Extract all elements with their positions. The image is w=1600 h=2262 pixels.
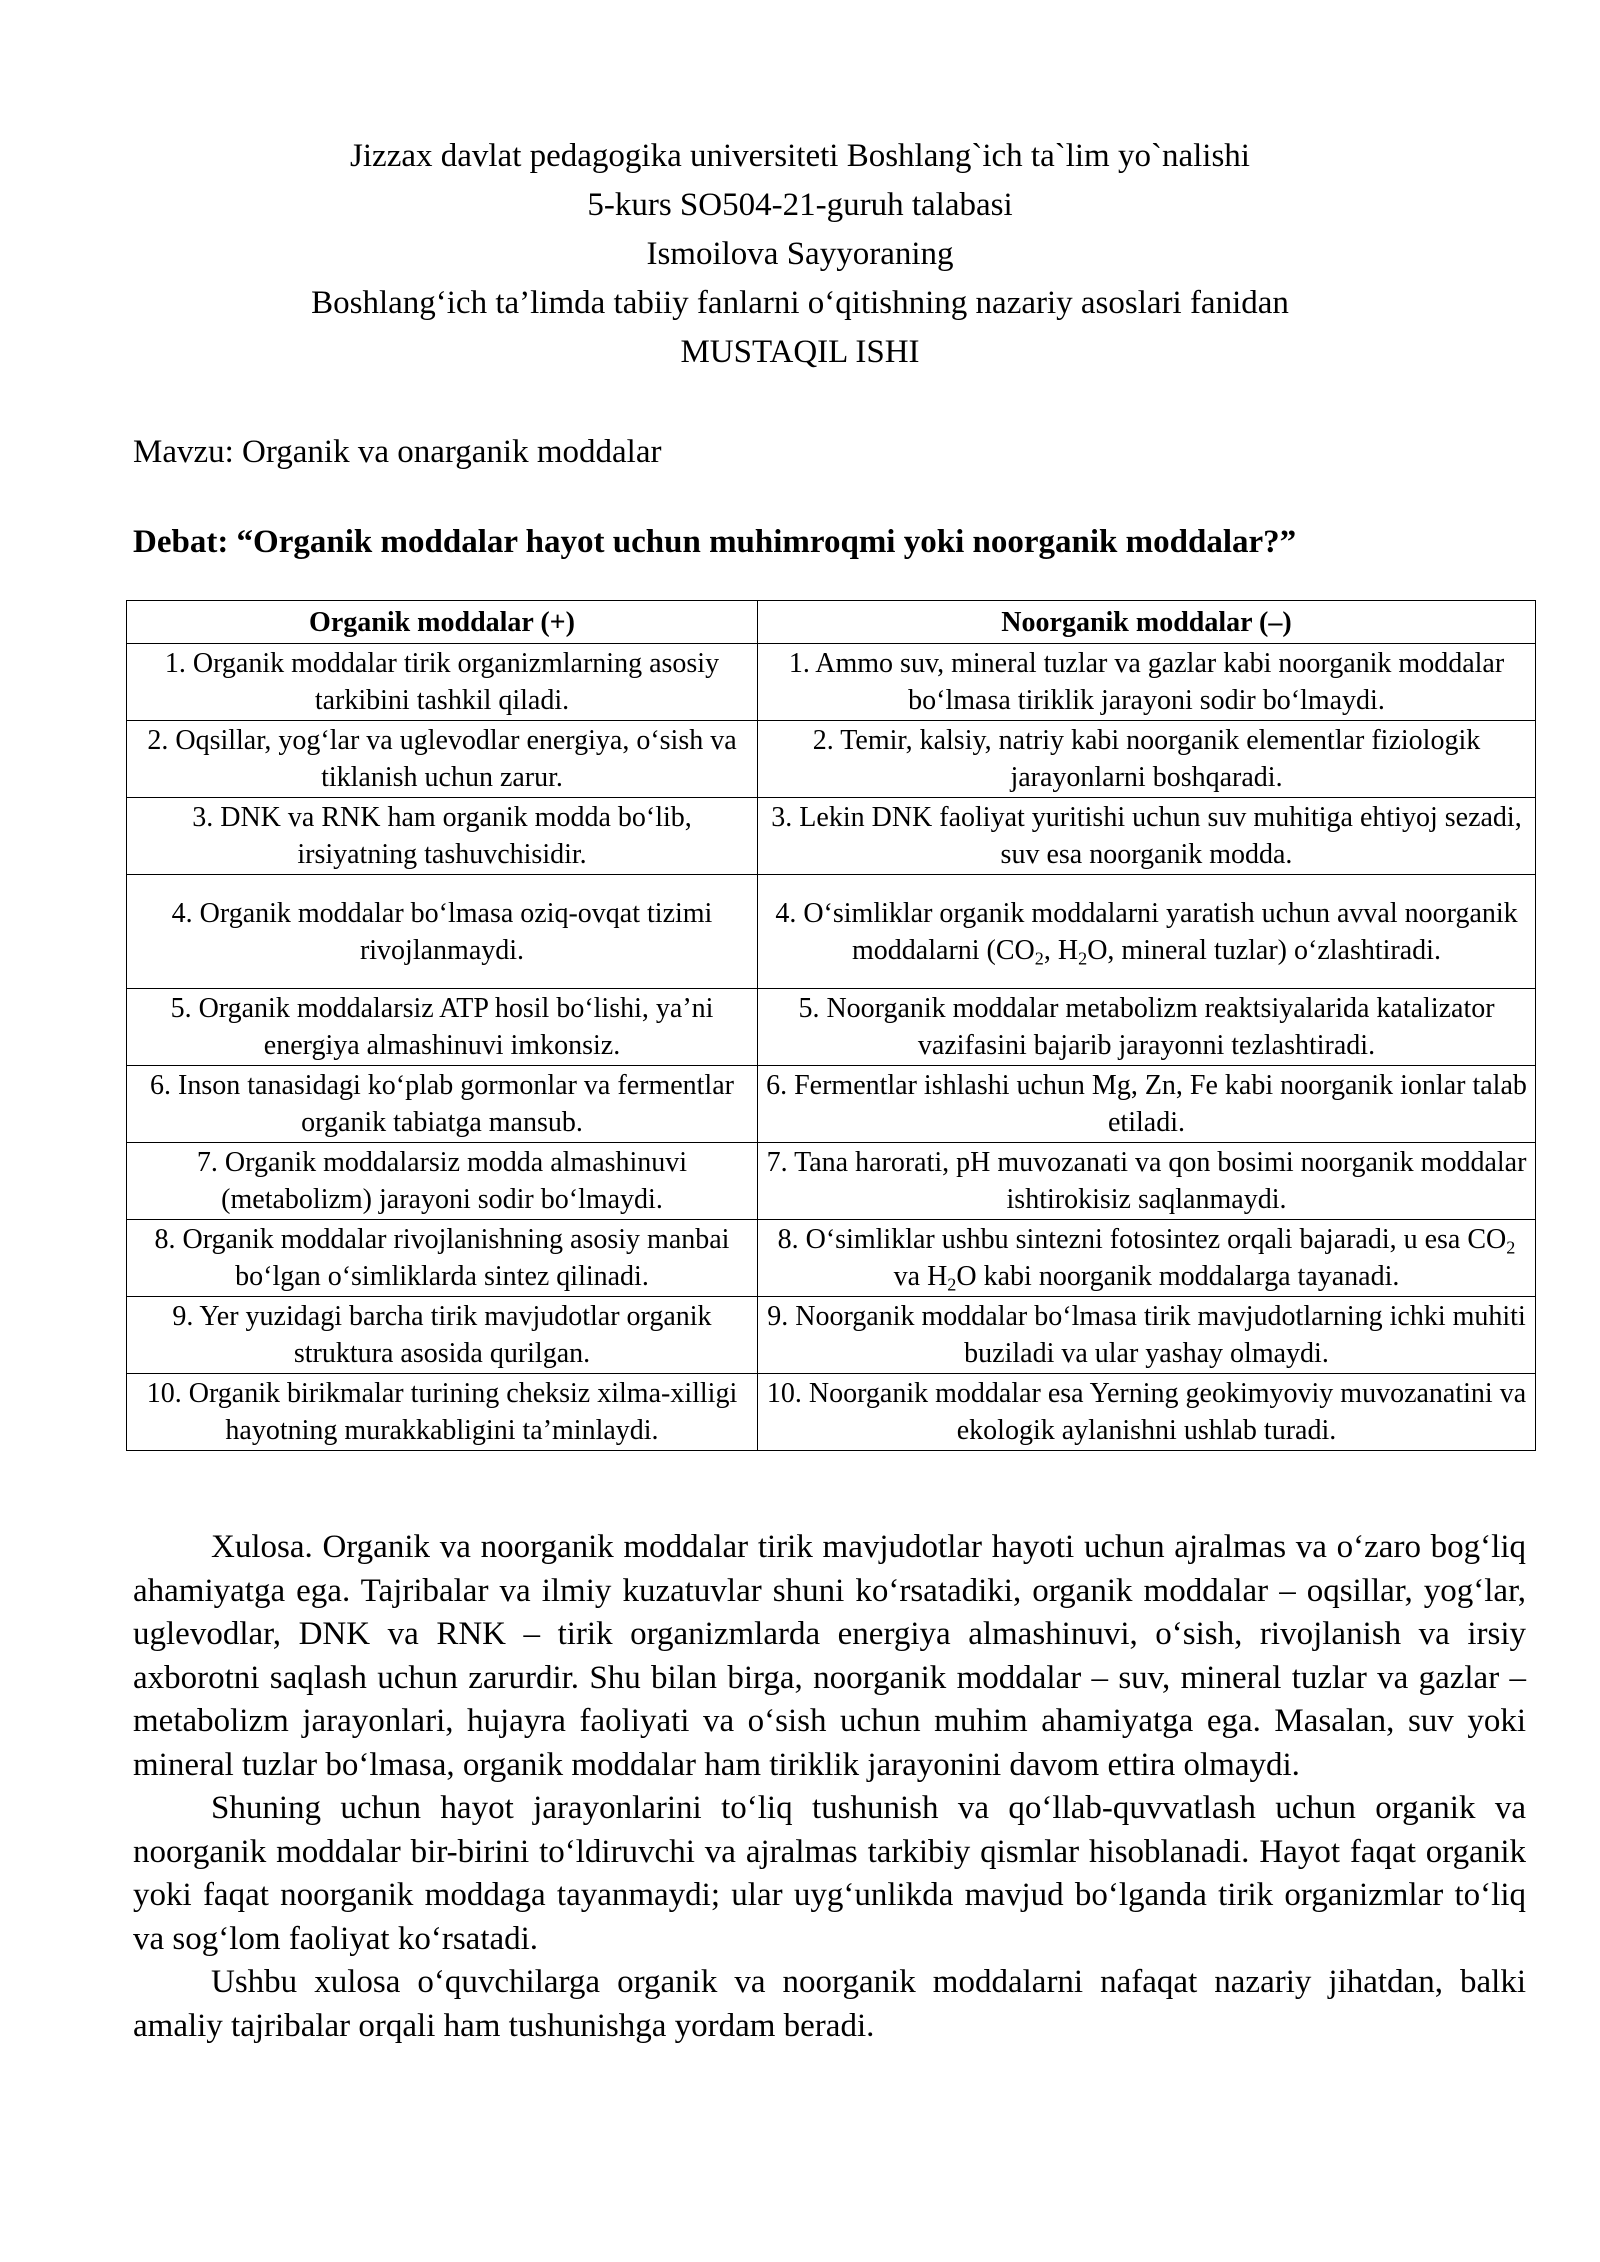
organic-cell: 10. Organik birikmalar turining cheksiz xilma-xilligi hayotning murakkabligini ta’minlaydi.	[127, 1374, 758, 1451]
subject-line: Boshlang‘ich ta’limda tabiiy fanlarni o‘qitishning nazariy asoslari fanidan	[311, 285, 1289, 321]
university-line: Jizzax davlat pedagogika universiteti Boshlang`ich ta`lim yo`nalishi	[350, 138, 1250, 174]
inorganic-column-header: Noorganik moddalar (–)	[758, 601, 1536, 644]
formula-text-a: 4. O‘simliklar organik moddalarni yaratish uchun avval noorganik moddalarni (CO	[775, 897, 1518, 966]
organic-cell: 4. Organik moddalar bo‘lmasa oziq-ovqat tizimi rivojlanmaydi.	[127, 875, 758, 989]
debate-heading: Debat: “Organik moddalar hayot uchun muhimroqmi yoki noorganik moddalar?”	[133, 524, 1297, 560]
table-row	[127, 1220, 1536, 1297]
organic-cell: 3. DNK va RNK ham organik modda bo‘lib, irsiyatning tashuvchisidir.	[127, 798, 758, 875]
inorganic-cell: 3. Lekin DNK faoliyat yuritishi uchun suv muhitiga ehtiyoj sezadi, suv esa noorganik modda.	[758, 798, 1536, 875]
table-row	[127, 1297, 1536, 1374]
organic-cell: 1. Organik moddalar tirik organizmlarning asosiy tarkibini tashkil qiladi.	[127, 644, 758, 721]
table-row	[127, 875, 1536, 989]
organic-cell: 9. Yer yuzidagi barcha tirik mavjudotlar organik struktura asosida qurilgan.	[127, 1297, 758, 1374]
subscript: 2	[947, 1274, 957, 1295]
inorganic-cell: 2. Temir, kalsiy, natriy kabi noorganik elementlar fiziologik jarayonlarni boshqaradi.	[758, 721, 1536, 798]
table-row	[127, 721, 1536, 798]
comparison-table	[126, 600, 1536, 1451]
table-header-row	[127, 601, 1536, 644]
topic-line: Mavzu: Organik va onarganik moddalar	[133, 434, 662, 470]
formula-text-b: , H	[1043, 934, 1079, 966]
organic-column-header: Organik moddalar (+)	[127, 601, 758, 644]
formula-text-c: O kabi noorganik moddalarga tayanadi.	[956, 1261, 1400, 1292]
table-row	[127, 989, 1536, 1066]
subscript: 2	[1506, 1237, 1516, 1258]
table-row	[127, 1066, 1536, 1143]
title-block	[0, 132, 1600, 377]
inorganic-cell	[758, 1220, 1536, 1297]
organic-cell: 5. Organik moddalarsiz ATP hosil bo‘lishi, ya’ni energiya almashinuvi imkonsiz.	[127, 989, 758, 1066]
table-row	[127, 1374, 1536, 1451]
inorganic-cell: 5. Noorganik moddalar metabolizm reaktsiyalarida katalizator vazifasini bajarib jarayonni tezlashtiradi.	[758, 989, 1536, 1066]
conclusion-paragraph: Xulosa. Organik va noorganik moddalar tirik mavjudotlar hayoti uchun ajralmas va o‘zaro bog‘liq ahamiyatga ega. Tajribalar va ilmiy kuzatuvlar shuni ko‘rsatadiki, organik moddalar – oqsillar, yog‘lar, uglevodlar, DNK va RNK – tirik organizmlarda energiya almashinuvi, o‘sish, rivojlanish va irsiy axborotni saqlash uchun zarurdir. Shu bilan birga, noorganik moddalar – suv, mineral tuzlar va gazlar – metabolizm jarayonlari, hujayra faoliyati va o‘sish uchun muhim ahamiyatga ega. Masalan, suv yoki mineral tuzlar bo‘lmasa, organik moddalar ham tiriklik jarayonini davom ettira olmaydi.	[133, 1529, 1526, 1783]
formula-text-c: O, mineral tuzlar) o‘zlashtiradi.	[1087, 934, 1441, 966]
subscript: 2	[1034, 947, 1044, 968]
inorganic-cell	[758, 875, 1536, 989]
formula-text-a: 8. O‘simliklar ushbu sintezni fotosintez orqali bajaradi, u esa CO	[777, 1224, 1507, 1255]
document-title: MUSTAQIL ISHI	[680, 334, 920, 370]
organic-cell: 8. Organik moddalar rivojlanishning asosiy manbai bo‘lgan o‘simliklarda sintez qilinadi.	[127, 1220, 758, 1297]
conclusion-section	[133, 1526, 1526, 2048]
organic-cell: 7. Organik moddalarsiz modda almashinuvi (metabolizm) jarayoni sodir bo‘lmaydi.	[127, 1143, 758, 1220]
subscript: 2	[1078, 947, 1088, 968]
course-group-line: 5-kurs SO504-21-guruh talabasi	[587, 187, 1013, 223]
inorganic-cell: 1. Ammo suv, mineral tuzlar va gazlar kabi noorganik moddalar bo‘lmasa tiriklik jarayoni sodir bo‘lmaydi.	[758, 644, 1536, 721]
organic-cell: 2. Oqsillar, yog‘lar va uglevodlar energiya, o‘sish va tiklanish uchun zarur.	[127, 721, 758, 798]
conclusion-paragraph: Ushbu xulosa o‘quvchilarga organik va noorganik moddalarni nafaqat nazariy jihatdan, balki amaliy tajribalar orqali ham tushunishga yordam beradi.	[133, 1964, 1526, 2044]
formula-text-b: va H	[893, 1261, 948, 1292]
inorganic-cell: 10. Noorganik moddalar esa Yerning geokimyoviy muvozanatini va ekologik aylanishni ushlab turadi.	[758, 1374, 1536, 1451]
table-row	[127, 798, 1536, 875]
table-row	[127, 1143, 1536, 1220]
inorganic-cell: 7. Tana harorati, pH muvozanati va qon bosimi noorganik moddalar ishtirokisiz saqlanmaydi.	[758, 1143, 1536, 1220]
student-name: Ismoilova Sayyoraning	[646, 236, 954, 272]
inorganic-cell: 6. Fermentlar ishlashi uchun Mg, Zn, Fe kabi noorganik ionlar talab etiladi.	[758, 1066, 1536, 1143]
table-row	[127, 644, 1536, 721]
inorganic-cell: 9. Noorganik moddalar bo‘lmasa tirik mavjudotlarning ichki muhiti buziladi va ular yashay olmaydi.	[758, 1297, 1536, 1374]
conclusion-paragraph: Shuning uchun hayot jarayonlarini to‘liq tushunish va qo‘llab-quvvatlash uchun organik va noorganik moddalar bir-birini to‘ldiruvchi va ajralmas tarkibiy qismlar hisoblanadi. Hayot faqat organik yoki faqat noorganik moddaga tayanmaydi; ular uyg‘unlikda mavjud bo‘lganda tirik organizmlar to‘liq va sog‘lom faoliyat ko‘rsatadi.	[133, 1790, 1526, 1957]
organic-cell: 6. Inson tanasidagi ko‘plab gormonlar va fermentlar organik tabiatga mansub.	[127, 1066, 758, 1143]
